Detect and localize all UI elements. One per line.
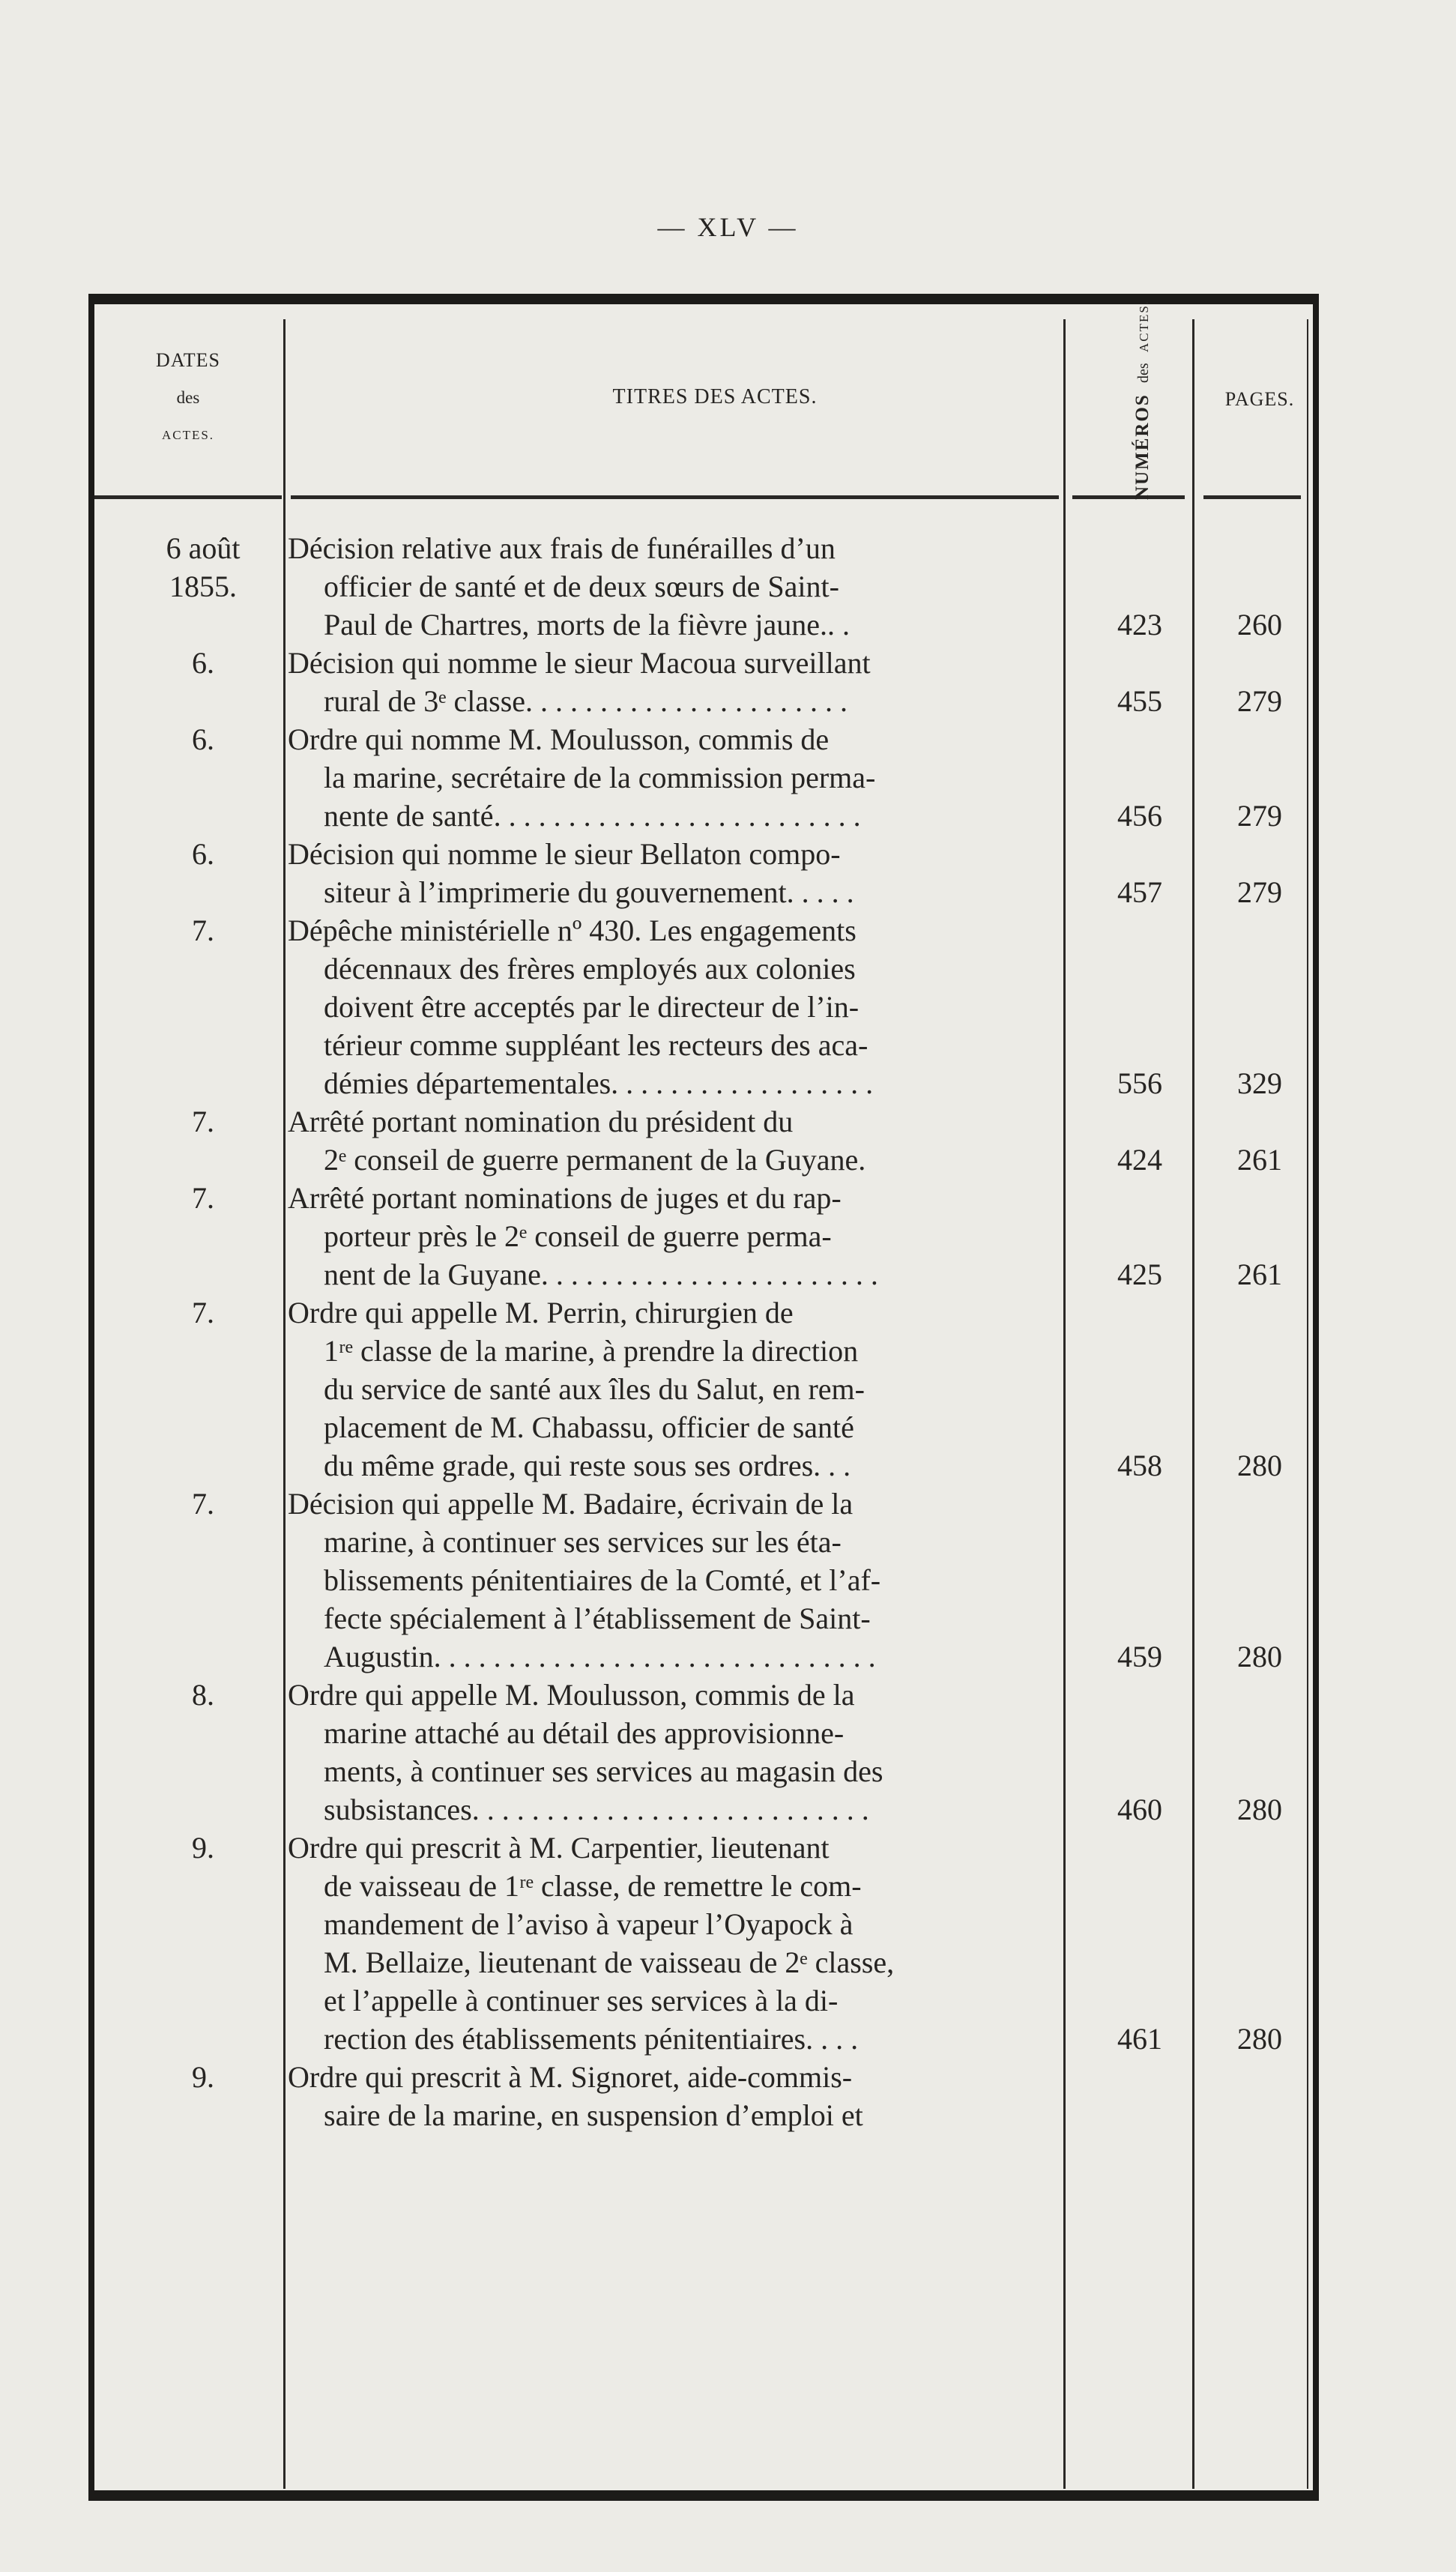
header-dates [102, 342, 274, 454]
act-number: 456 [1117, 799, 1162, 833]
act-date-line: 6. [192, 646, 214, 680]
act-title [288, 1676, 1150, 1829]
act-title-line: M. Bellaize, lieutenant de vaisseau de 2ᵉ classe, [324, 1945, 895, 1979]
act-title-line: porteur près le 2ᵉ conseil de guerre perma- [324, 1219, 832, 1253]
act-title-line: officier de santé et de deux sœurs de Saint- [324, 570, 839, 603]
act-date [132, 911, 274, 950]
table-row [94, 720, 1316, 835]
act-title-line: du service de santé aux îles du Salut, en rem- [324, 1372, 865, 1406]
act-title-line: marine, à continuer ses services sur les éta- [324, 1525, 842, 1559]
act-title-line: Dépêche ministérielle nº 430. Les engagements [288, 914, 857, 947]
act-number: 425 [1117, 1258, 1162, 1291]
header-pages: PAGES. [1224, 388, 1295, 410]
act-title-line: Paul de Chartres, morts de la fièvre jaune.. . [324, 608, 850, 642]
act-title [288, 911, 1150, 1102]
act-page: 280 [1237, 1449, 1282, 1482]
act-title-line: Ordre qui prescrit à M. Carpentier, lieutenant [288, 1831, 830, 1865]
act-page: 329 [1237, 1066, 1282, 1100]
act-number: 460 [1117, 1793, 1162, 1826]
header-numeros [1069, 299, 1241, 503]
act-title-line: nent de la Guyane. . . . . . . . . . . . . . . . . . . . . . . [324, 1258, 878, 1291]
act-page: 279 [1237, 799, 1282, 833]
act-date [132, 2058, 274, 2096]
act-title-line: Décision relative aux frais de funérailles d’un [288, 531, 836, 565]
act-date-line: 7. [192, 1105, 214, 1138]
act-title-line: blissements pénitentiaires de la Comté, et l’af- [324, 1563, 881, 1597]
act-title [288, 1485, 1150, 1676]
act-title-line: Décision qui nomme le sieur Bellaton compo- [288, 837, 841, 871]
act-page: 279 [1237, 684, 1282, 718]
act-date [132, 1676, 274, 1714]
act-title-line: ments, à continuer ses services au magasin des [324, 1754, 883, 1788]
act-title-line: du même grade, qui reste sous ses ordres. . . [324, 1449, 851, 1482]
act-date [132, 720, 274, 758]
act-title [288, 1293, 1150, 1485]
act-number: 458 [1117, 1449, 1162, 1482]
act-title-line: Augustin. . . . . . . . . . . . . . . . . . . . . . . . . . . . . . [324, 1640, 876, 1673]
table-row [94, 835, 1316, 911]
act-number: 461 [1117, 2022, 1162, 2056]
header-numeros-a: NUMÉROS [1132, 393, 1153, 500]
act-number: 556 [1117, 1066, 1162, 1100]
act-title [288, 1102, 1150, 1179]
act-date-year: 1855. [169, 570, 237, 603]
act-number: 424 [1117, 1143, 1162, 1177]
act-title-line: marine attaché au détail des approvisionne- [324, 1716, 845, 1750]
table-row [94, 1676, 1316, 1829]
act-page: 280 [1237, 1793, 1282, 1826]
act-title-line: démies départementales. . . . . . . . . . . . . . . . . . [324, 1066, 874, 1100]
act-title-line: 1ʳᵉ classe de la marine, à prendre la direction [324, 1334, 859, 1368]
act-date [132, 529, 274, 606]
table-row [94, 1179, 1316, 1293]
act-title-line: placement de M. Chabassu, officier de santé [324, 1410, 854, 1444]
act-date-line: 6 août [166, 531, 241, 565]
act-date-line: 7. [192, 1181, 214, 1215]
act-title-line: 2ᵉ conseil de guerre permanent de la Guyane. [324, 1143, 866, 1177]
header-numeros-c: ACTES. [1137, 299, 1151, 353]
act-number: 459 [1117, 1640, 1162, 1673]
act-title-line: siteur à l’imprimerie du gouvernement. . . . . [324, 875, 854, 909]
act-date-line: 9. [192, 1831, 214, 1865]
table-row [94, 2058, 1316, 2134]
act-date [132, 835, 274, 873]
act-title-line: doivent être acceptés par le directeur de l’in- [324, 990, 860, 1024]
act-date-line: 7. [192, 1487, 214, 1521]
header-dates-l2: des [176, 388, 200, 407]
act-title [288, 2058, 1150, 2134]
table-row [94, 1829, 1316, 2058]
act-page: 280 [1237, 1640, 1282, 1673]
act-date-line: 8. [192, 1678, 214, 1712]
act-title [288, 835, 1150, 911]
act-title-line: rection des établissements pénitentiaires. . . . [324, 2022, 859, 2056]
act-page: 280 [1237, 2022, 1282, 2056]
act-title [288, 529, 1150, 644]
act-title-line: Ordre qui appelle M. Moulusson, commis de la [288, 1678, 855, 1712]
act-number: 457 [1117, 875, 1162, 909]
table-row [94, 1485, 1316, 1676]
act-title-line: Arrêté portant nomination du président du [288, 1105, 794, 1138]
act-date [132, 1829, 274, 1867]
act-title-line: et l’appelle à continuer ses services à la di- [324, 1984, 839, 2017]
act-date-line: 7. [192, 914, 214, 947]
table-row [94, 1102, 1316, 1179]
act-title-line: Ordre qui prescrit à M. Signoret, aide-commis- [288, 2060, 853, 2094]
act-page: 279 [1237, 875, 1282, 909]
table-row [94, 529, 1316, 644]
act-title-line: Arrêté portant nominations de juges et du rap- [288, 1181, 842, 1215]
act-title-line: subsistances. . . . . . . . . . . . . . . . . . . . . . . . . . . [324, 1793, 869, 1826]
header-rule-dates [94, 495, 282, 499]
act-title-line: Ordre qui nomme M. Moulusson, commis de [288, 722, 830, 756]
act-title-line: nente de santé. . . . . . . . . . . . . . . . . . . . . . . . . [324, 799, 861, 833]
act-title-line: Décision qui nomme le sieur Macoua surveillant [288, 646, 871, 680]
act-date-line: 6. [192, 722, 214, 756]
header-dates-l3: ACTES. [161, 428, 215, 442]
table-row [94, 1293, 1316, 1485]
act-title-line: saire de la marine, en suspension d’emploi et [324, 2098, 863, 2132]
act-title [288, 1829, 1150, 2058]
act-title-line: de vaisseau de 1ʳᵉ classe, de remettre le com- [324, 1869, 862, 1903]
header-rule-titles [291, 495, 1059, 499]
table-row [94, 644, 1316, 720]
act-date [132, 1102, 274, 1141]
act-title-line: Ordre qui appelle M. Perrin, chirurgien de [288, 1296, 794, 1329]
act-title-line: Décision qui appelle M. Badaire, écrivain de la [288, 1487, 854, 1521]
act-number: 423 [1117, 608, 1162, 642]
act-title [288, 720, 1150, 835]
acts-table [88, 294, 1319, 2501]
table-row [94, 911, 1316, 1102]
act-date [132, 1179, 274, 1217]
act-page: 261 [1237, 1258, 1282, 1291]
header-titles: TITRES DES ACTES. [612, 385, 818, 408]
act-title-line: mandement de l’aviso à vapeur l’Oyapock à [324, 1907, 854, 1941]
act-title-line: fecte spécialement à l’établissement de Saint- [324, 1602, 871, 1635]
act-date [132, 1293, 274, 1332]
act-date [132, 644, 274, 682]
act-date-line: 6. [192, 837, 214, 871]
act-page: 261 [1237, 1143, 1282, 1177]
header-dates-l1: DATES [156, 349, 220, 371]
act-title-line: la marine, secrétaire de la commission perma- [324, 761, 876, 794]
act-number: 455 [1117, 684, 1162, 718]
header-numeros-b: des [1135, 363, 1152, 383]
act-title-line: térieur comme suppléant les recteurs des aca- [324, 1028, 869, 1062]
page-header: — XLV — [657, 212, 799, 242]
act-date [132, 1485, 274, 1523]
act-title-line: rural de 3ᵉ classe. . . . . . . . . . . . . . . . . . . . . . [324, 684, 848, 718]
act-date-line: 7. [192, 1296, 214, 1329]
act-title-line: décennaux des frères employés aux colonies [324, 952, 856, 985]
act-date-line: 9. [192, 2060, 214, 2094]
act-page: 260 [1237, 608, 1282, 642]
act-title [288, 644, 1150, 720]
act-title [288, 1179, 1150, 1293]
